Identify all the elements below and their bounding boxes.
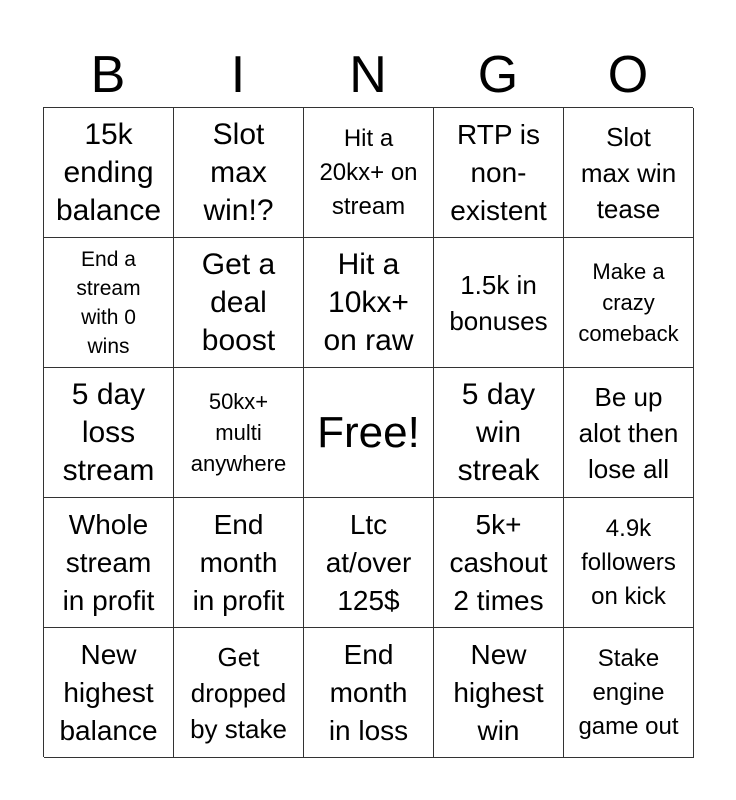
bingo-cell-r2c3[interactable] bbox=[304, 238, 434, 368]
bingo-cell-r4c4[interactable] bbox=[434, 498, 564, 628]
bingo-cell-r5c2[interactable] bbox=[174, 628, 304, 758]
cell-text: Get a deal boost bbox=[201, 247, 276, 357]
bingo-cell-r2c2[interactable] bbox=[174, 238, 304, 368]
cell-text: Be up alot then lose all bbox=[578, 381, 679, 484]
bingo-cell-r4c3[interactable] bbox=[304, 498, 434, 628]
cell-text: Ltc at/over 125$ bbox=[325, 508, 412, 616]
cell-text: End month in profit bbox=[192, 508, 285, 616]
header-letter-b: B bbox=[90, 46, 126, 104]
cell-text: Slot max win!? bbox=[203, 117, 274, 227]
bingo-cell-r3c1[interactable] bbox=[44, 368, 174, 498]
cell-text: RTP is non- existent bbox=[450, 118, 547, 226]
bingo-cell-free[interactable] bbox=[304, 368, 434, 498]
bingo-cell-r4c2[interactable] bbox=[174, 498, 304, 628]
bingo-cell-r1c3[interactable] bbox=[304, 108, 434, 238]
bingo-cell-r1c1[interactable] bbox=[44, 108, 174, 238]
cell-text: Get dropped by stake bbox=[190, 641, 287, 744]
cell-text: Stake engine game out bbox=[578, 644, 679, 740]
header-letter-o: O bbox=[607, 46, 649, 104]
bingo-cell-r1c5[interactable] bbox=[564, 108, 694, 238]
bingo-header bbox=[43, 42, 693, 108]
cell-text: 50kx+ multi anywhere bbox=[190, 389, 287, 476]
cell-text: Hit a 20kx+ on stream bbox=[319, 124, 418, 220]
bingo-cell-r5c4[interactable] bbox=[434, 628, 564, 758]
bingo-cell-r1c4[interactable] bbox=[434, 108, 564, 238]
bingo-cell-r5c3[interactable] bbox=[304, 628, 434, 758]
bingo-cell-r5c1[interactable] bbox=[44, 628, 174, 758]
bingo-cell-r3c2[interactable] bbox=[174, 368, 304, 498]
bingo-cell-r4c5[interactable] bbox=[564, 498, 694, 628]
cell-text: End month in loss bbox=[328, 638, 409, 746]
bingo-cell-r2c1[interactable] bbox=[44, 238, 174, 368]
cell-text: 5k+ cashout 2 times bbox=[449, 508, 548, 616]
header-letter-n: N bbox=[349, 46, 387, 104]
bingo-board bbox=[43, 107, 693, 757]
cell-text: Slot max win tease bbox=[580, 121, 677, 224]
cell-text: End a stream with 0 wins bbox=[76, 247, 141, 358]
header-letter-i: I bbox=[230, 46, 246, 104]
header-letter-g: G bbox=[477, 46, 519, 104]
bingo-cell-r3c5[interactable] bbox=[564, 368, 694, 498]
cell-text: 5 day win streak bbox=[457, 377, 540, 487]
bingo-cell-r4c1[interactable] bbox=[44, 498, 174, 628]
bingo-cell-r2c4[interactable] bbox=[434, 238, 564, 368]
bingo-cell-r1c2[interactable] bbox=[174, 108, 304, 238]
cell-text: New highest balance bbox=[59, 638, 158, 746]
cell-text: 1.5k in bonuses bbox=[449, 269, 548, 336]
cell-text: Hit a 10kx+ on raw bbox=[323, 247, 414, 357]
cell-text: 15k ending balance bbox=[55, 117, 162, 227]
bingo-cell-r5c5[interactable] bbox=[564, 628, 694, 758]
free-space-label: Free! bbox=[317, 407, 420, 457]
cell-text: Make a crazy comeback bbox=[578, 259, 679, 346]
cell-text: 5 day loss stream bbox=[62, 377, 155, 487]
bingo-cell-r3c4[interactable] bbox=[434, 368, 564, 498]
cell-text: New highest win bbox=[453, 638, 544, 746]
cell-text: Whole stream in profit bbox=[62, 508, 155, 616]
cell-text: 4.9k followers on kick bbox=[581, 514, 676, 610]
bingo-cell-r2c5[interactable] bbox=[564, 238, 694, 368]
